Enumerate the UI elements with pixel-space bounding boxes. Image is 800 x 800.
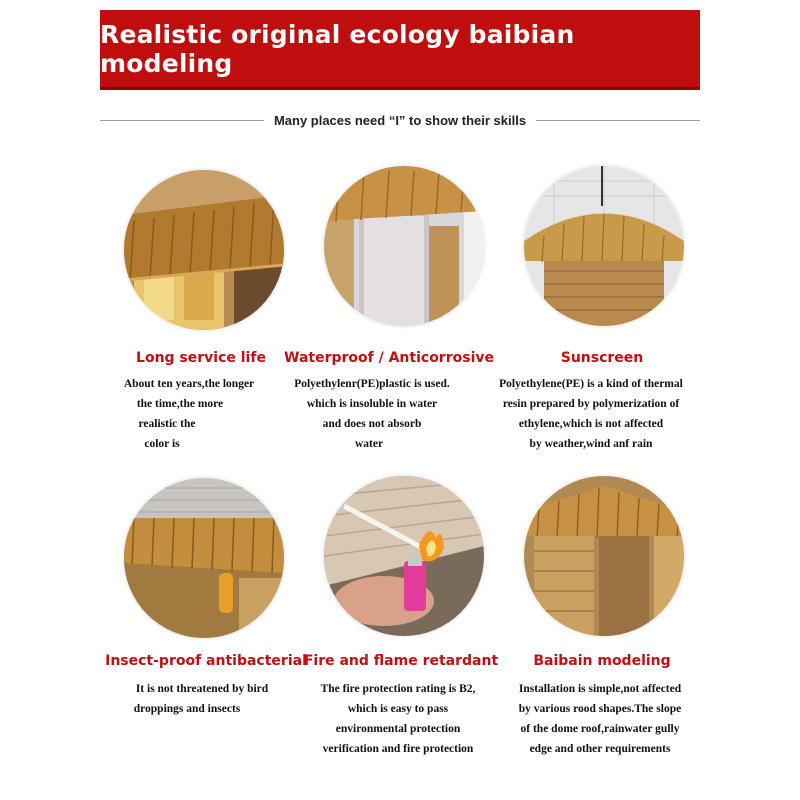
photo-fire-test <box>324 476 484 636</box>
desc-line: resin prepared by polymerization of <box>502 398 680 410</box>
feature-desc-fire-retardant <box>283 679 513 759</box>
header-banner <box>100 10 700 90</box>
photo-thatch-umbrella <box>524 166 684 326</box>
desc-line: water <box>354 438 384 450</box>
desc-line: color is <box>144 438 180 450</box>
feature-title-insect-proof: Insect-proof antibacterial <box>105 653 307 669</box>
banner-title: Realistic original ecology baibian modeling <box>100 19 575 78</box>
divider-right <box>536 120 700 121</box>
desc-line: realistic the <box>138 418 196 430</box>
desc-line: the time,the more <box>136 398 224 410</box>
photo-thatch-ceiling <box>124 478 284 638</box>
desc-line: droppings and insects <box>133 703 241 715</box>
feature-title-sunscreen: Sunscreen <box>560 350 644 366</box>
desc-line: verification and fire protection <box>322 743 474 755</box>
feature-title-waterproof: Waterproof / Anticorrosive <box>284 350 494 366</box>
desc-line: Polyethylene(PE) is a kind of thermal <box>499 378 683 390</box>
desc-line: by various rood shapes.The slope <box>518 703 682 715</box>
photo-thatch-building <box>524 476 684 636</box>
feature-desc-baibain-modeling <box>485 679 715 759</box>
feature-title-fire-retardant: Fire and flame retardant <box>303 653 499 669</box>
photo-thatch-storefront <box>124 170 284 330</box>
desc-line: and does not absorb <box>322 418 422 430</box>
desc-line: Installation is simple,not affected <box>518 683 682 695</box>
desc-line: The fire protection rating is B2, <box>320 683 476 695</box>
desc-line: by weather,wind anf rain <box>529 438 653 450</box>
subtitle-text: Many places need “I” to show their skills <box>273 112 527 128</box>
feature-desc-waterproof <box>257 374 487 454</box>
desc-line: which is easy to pass <box>347 703 449 715</box>
feature-title-baibain-modeling: Baibain modeling <box>533 653 671 669</box>
desc-line: which is insoluble in water <box>306 398 438 410</box>
feature-title-long-service-life: Long service life <box>136 350 266 366</box>
desc-line: edge and other requirements <box>529 743 671 755</box>
divider-left <box>100 120 264 121</box>
desc-line: environmental protection <box>335 723 461 735</box>
photo-thatch-doorway <box>324 166 484 326</box>
subtitle-row <box>100 108 700 132</box>
desc-line: of the dome roof,rainwater gully <box>520 723 680 735</box>
desc-line: Polyethylenr(PE)plastic is used. <box>294 378 450 390</box>
desc-line: About ten years,the longer <box>123 378 255 390</box>
desc-line: ethylene,which is not affected <box>518 418 664 430</box>
desc-line: It is not threatened by bird <box>135 683 269 695</box>
feature-desc-sunscreen <box>476 374 706 454</box>
